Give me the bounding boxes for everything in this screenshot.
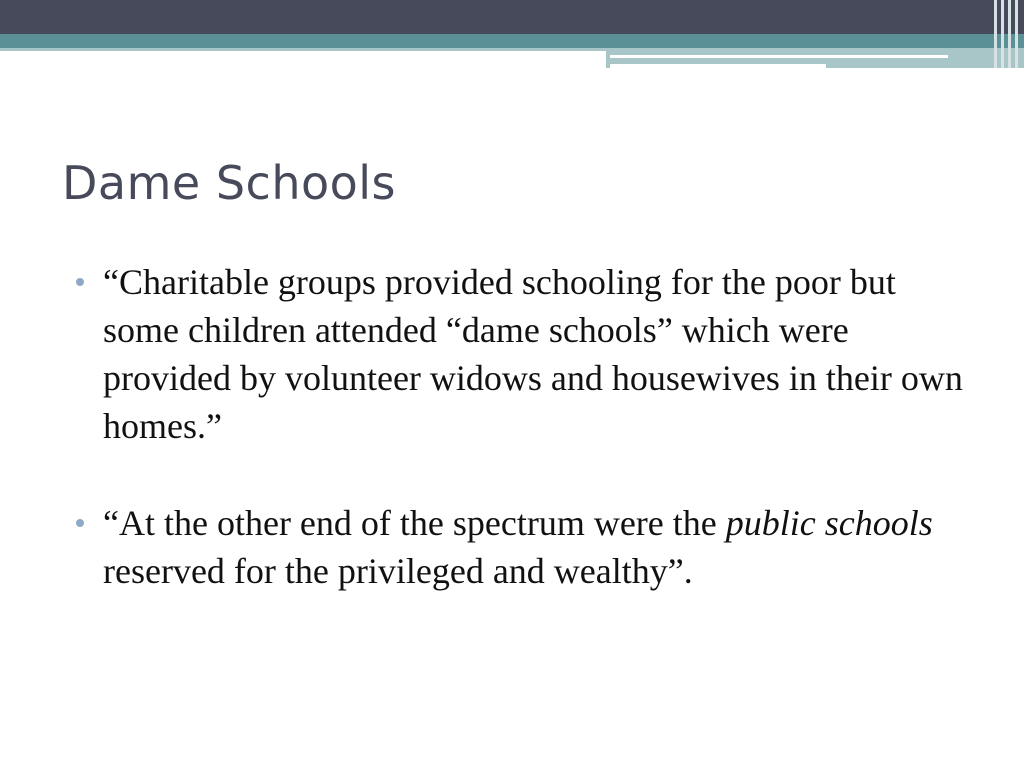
header-band-dark (0, 0, 1024, 34)
bullet-emphasis: public schools (725, 503, 933, 543)
bullet-text: “Charitable groups provided schooling for the poor but some children attended “dame schools” which were provided by volunteer widows and housewives in their own homes.” (103, 262, 963, 446)
bullet-item (76, 258, 976, 450)
slide-title: Dame Schools (62, 156, 397, 210)
header-stripes (990, 0, 1024, 68)
header-stripe (1008, 0, 1011, 68)
bullet-icon (76, 278, 84, 286)
header-band-light (0, 48, 608, 51)
header-stripe (1015, 0, 1018, 68)
bullet-list (76, 258, 976, 644)
bullet-icon (76, 519, 84, 527)
bullet-text-start: “At the other end of the spectrum were the (103, 503, 726, 543)
header-stripe (1001, 0, 1004, 68)
header-stripe (994, 0, 997, 68)
bullet-item (76, 499, 976, 595)
header-band-teal (0, 34, 1024, 48)
header-right-line (610, 64, 826, 68)
header-right-line (610, 55, 948, 58)
bullet-text-end: reserved for the privileged and wealthy”. (103, 551, 693, 591)
